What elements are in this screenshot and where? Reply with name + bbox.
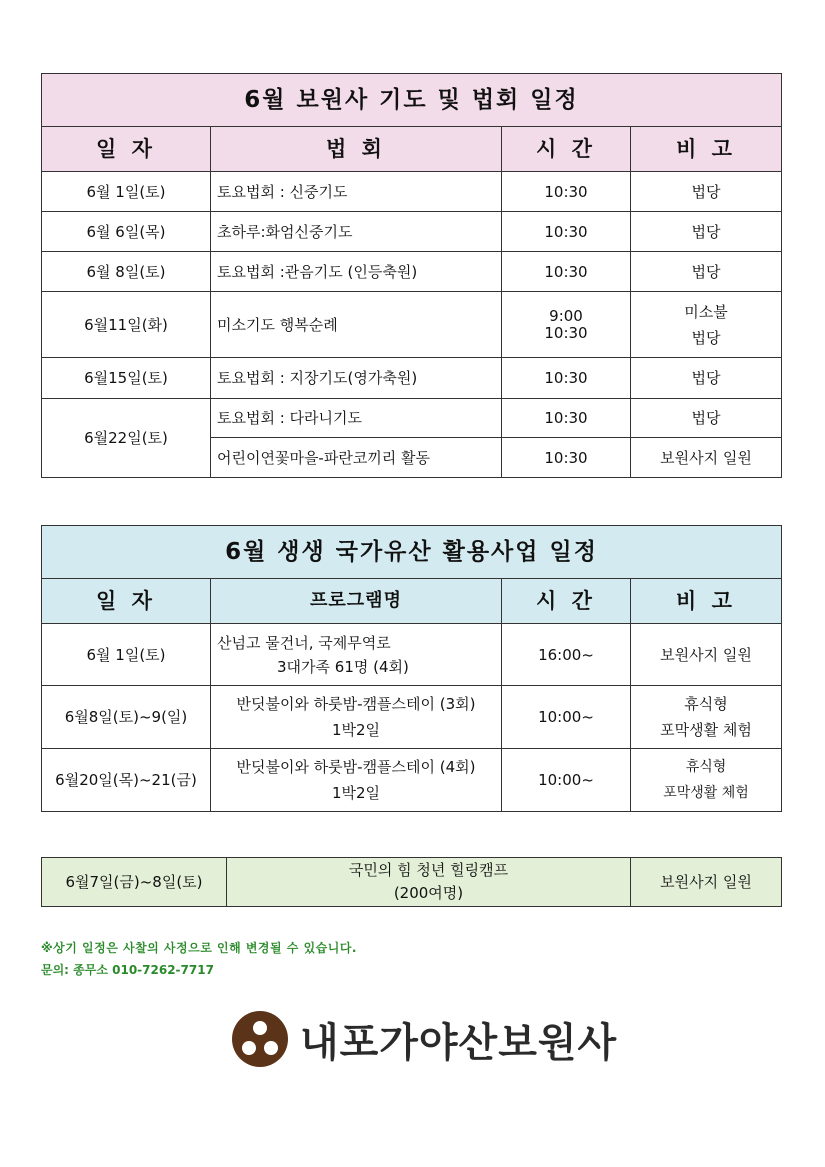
row-program-line1: 산넘고 물건너, 국제무역로 — [217, 633, 391, 652]
temple-logo — [232, 1010, 617, 1068]
row-date: 6월11일(화) — [42, 292, 211, 358]
row-note — [631, 686, 782, 749]
row-note — [631, 292, 782, 358]
contact-info: 문의: 종무소 010-7262-7717 — [41, 963, 214, 977]
row-date: 6월 1일(토) — [42, 624, 211, 686]
header-date: 일 자 — [42, 127, 211, 172]
row-event: 토요법회 : 신중기도 — [211, 172, 502, 212]
header-date: 일 자 — [42, 579, 211, 624]
row-time: 10:30 — [502, 438, 631, 478]
table-row — [42, 399, 782, 438]
three-dots-emblem-icon — [232, 1011, 288, 1067]
row-date: 6월22일(토) — [42, 399, 211, 478]
header-note: 비 고 — [631, 579, 782, 624]
temple-name: 내포가야산보원사 — [300, 1019, 618, 1066]
prayer-schedule-title: 6월 보원사 기도 및 법회 일정 — [42, 74, 782, 127]
prayer-schedule-table — [41, 73, 782, 478]
row-time: 10:30 — [502, 172, 631, 212]
row-program — [211, 686, 502, 749]
header-event: 법 회 — [211, 127, 502, 172]
table-row — [42, 749, 782, 812]
schedule-change-notice: ※상기 일정은 사찰의 사정으로 인해 변경될 수 있습니다. — [41, 941, 357, 955]
row-event: 미소기도 행복순례 — [211, 292, 502, 358]
table-row — [42, 858, 782, 907]
row-time: 10:00~ — [502, 749, 631, 812]
header-time: 시 간 — [502, 127, 631, 172]
row-date: 6월 1일(토) — [42, 172, 211, 212]
header-program: 프로그램명 — [211, 579, 502, 624]
row-time: 16:00~ — [502, 624, 631, 686]
row-program-line2: 3대가족 61명 (4회) — [277, 657, 409, 676]
row-time: 10:30 — [502, 252, 631, 292]
row-time-line2: 10:30 — [544, 323, 588, 342]
row-time-line1: 9:00 — [549, 306, 583, 325]
row-note-line1: 미소불 — [684, 302, 728, 321]
heritage-program-title: 6월 생생 국가유산 활용사업 일정 — [42, 526, 782, 579]
row-time — [502, 292, 631, 358]
row-program — [211, 624, 502, 686]
row-event — [227, 858, 631, 907]
row-note-line2: 포막생활 체험 — [660, 721, 752, 739]
row-date: 6월 6일(목) — [42, 212, 211, 252]
table-row — [42, 686, 782, 749]
row-program — [211, 749, 502, 812]
row-note: 보원사지 일원 — [631, 438, 782, 478]
row-program-line2: 1박2일 — [331, 784, 381, 802]
row-program-line2: 1박2일 — [331, 721, 381, 739]
row-time: 10:00~ — [502, 686, 631, 749]
row-date: 6월20일(목)~21(금) — [42, 749, 211, 812]
row-date: 6월7일(금)~8일(토) — [42, 858, 227, 907]
row-note: 법당 — [631, 399, 782, 438]
row-time: 10:30 — [502, 399, 631, 438]
table-row — [42, 624, 782, 686]
table-row — [42, 172, 782, 212]
row-note-line2: 포막생활 체험 — [663, 785, 749, 801]
header-time: 시 간 — [502, 579, 631, 624]
row-time: 10:30 — [502, 212, 631, 252]
row-note-line1: 휴식형 — [685, 759, 727, 775]
row-event: 토요법회 : 지장기도(영가축원) — [211, 358, 502, 399]
row-time: 10:30 — [502, 358, 631, 399]
row-date: 6월15일(토) — [42, 358, 211, 399]
row-program-line1: 반딧불이와 하룻밤-캠플스테이 (3회) — [236, 695, 476, 713]
header-note: 비 고 — [631, 127, 782, 172]
row-event: 초하루:화엄신중기도 — [211, 212, 502, 252]
row-note: 법당 — [631, 252, 782, 292]
row-event-line2: (200여명) — [393, 884, 464, 902]
row-note: 법당 — [631, 358, 782, 399]
row-note: 법당 — [631, 212, 782, 252]
table-row — [42, 292, 782, 358]
table-row — [42, 358, 782, 399]
row-event: 토요법회 :관음기도 (인등축원) — [211, 252, 502, 292]
row-note — [631, 749, 782, 812]
row-note-line1: 휴식형 — [684, 695, 728, 713]
row-note-line2: 법당 — [691, 328, 721, 347]
row-event: 토요법회 : 다라니기도 — [211, 399, 502, 438]
row-date: 6월 8일(토) — [42, 252, 211, 292]
row-event: 어린이연꽃마을-파란코끼리 활동 — [211, 438, 502, 478]
row-event-line1: 국민의 힘 청년 힐링캠프 — [348, 861, 509, 879]
special-event-table — [41, 857, 782, 907]
row-note: 보원사지 일원 — [631, 858, 782, 907]
table-row — [42, 252, 782, 292]
heritage-program-table — [41, 525, 782, 812]
table-row — [42, 212, 782, 252]
row-program-line1: 반딧불이와 하룻밤-캠플스테이 (4회) — [236, 758, 476, 776]
row-date: 6월8일(토)~9(일) — [42, 686, 211, 749]
row-note: 법당 — [631, 172, 782, 212]
row-note: 보원사지 일원 — [631, 624, 782, 686]
